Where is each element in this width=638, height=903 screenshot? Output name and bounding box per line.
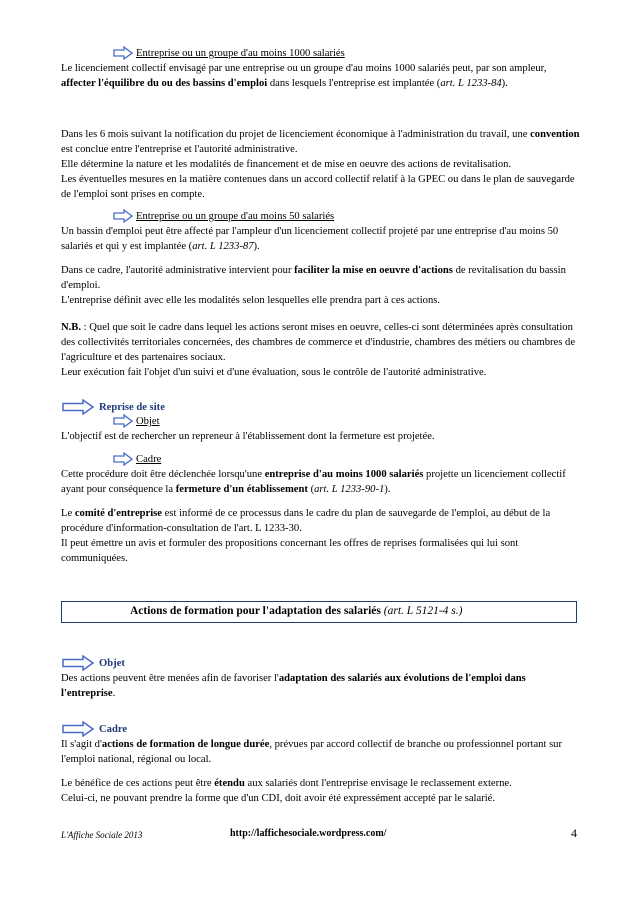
paragraph-formation-objet [61, 671, 581, 701]
paragraph-autorite [61, 263, 581, 308]
text: Elle détermine la nature et les modalités de financement et de mise en oeuvre des actions de revitalisation. [61, 159, 512, 170]
subheading-1000-salaries: Entreprise ou un groupe d'au moins 1000 salariés [136, 48, 345, 59]
heading-reprise-de-site: Reprise de site [99, 402, 165, 413]
arrow-right-icon [62, 655, 94, 671]
text: ( [307, 484, 315, 495]
legal-reference: art. L 1233-84 [440, 78, 502, 89]
paragraph-beneficiaires [61, 776, 581, 806]
text: Le bénéfice de ces actions peut être [61, 778, 215, 789]
title-text: Actions de formation pour l'adaptation des salariés [130, 605, 381, 617]
heading-objet: Objet [99, 658, 125, 669]
text: Il s'agit d' [61, 739, 102, 750]
paragraph-objectif [61, 429, 581, 444]
arrow-right-icon [113, 452, 133, 466]
text: projette un licenciement collectif ayant pour conséquence la [61, 469, 566, 495]
text: Le licenciement collectif envisagé par une entreprise ou un groupe d'au moins 1000 salariés peut, par son ampleur, [61, 63, 547, 74]
arrow-right-icon [113, 209, 133, 223]
bold-text: convention [530, 129, 580, 140]
text: aux salariés dont l'entreprise envisage le reclassement externe. [244, 778, 512, 789]
arrow-right-icon [62, 399, 94, 415]
arrow-right-icon [62, 721, 94, 737]
text: Un bassin d'emploi peut être affecté par l'ampleur d'un licenciement collectif projeté par une entreprise d'au moins 50 salariés et qui y est implantée ( [61, 226, 559, 252]
text: ). [384, 484, 391, 495]
arrow-right-icon [113, 414, 133, 428]
footer-source: L'Affiche Sociale 2013 [61, 830, 143, 840]
paragraph-convention [61, 127, 581, 202]
paragraph-formation-cadre [61, 737, 581, 767]
text: est informé de ce processus dans le cadre du plan de sauvegarde de l'emploi, au début de la procédure d'information-consultation de l'art. L 1233-30. [61, 508, 551, 534]
bold-text: actions de formation de longue durée [101, 739, 270, 750]
heading-cadre: Cadre [99, 724, 128, 735]
paragraph-nb [61, 320, 581, 380]
legal-reference: (art. L 5121-4 s.) [380, 605, 463, 617]
legal-reference: art. L 1233-90-1 [314, 484, 385, 495]
subheading-50-salaries: Entreprise ou un groupe d'au moins 50 salariés [136, 211, 335, 222]
text: L'objectif est de rechercher un repreneur à l'établissement dont la fermeture est projetée. [61, 431, 435, 442]
text: Celui-ci, ne pouvant prendre la forme que d'un CDI, doit avoir été expressément accepté par le salarié. [61, 793, 496, 804]
paragraph-comite [61, 506, 581, 566]
legal-reference: art. L 1233-87 [192, 241, 254, 252]
nb-label: N.B. [61, 322, 82, 333]
arrow-right-icon [113, 46, 133, 60]
subheading-cadre: Cadre [136, 454, 162, 465]
text: est conclue entre l'entreprise et l'autorité administrative. [61, 144, 298, 155]
footer-url[interactable]: http://laffichesociale.wordpress.com/ [230, 828, 387, 839]
text: ). [253, 241, 260, 252]
section-title [130, 605, 462, 617]
bold-text: fermeture d'un établissement [175, 484, 308, 495]
bold-text: comité d'entreprise [74, 508, 163, 519]
text: L'entreprise définit avec elle les modalités selon lesquelles elle prendra part à ces actions. [61, 295, 441, 306]
paragraph-procedure [61, 467, 581, 497]
text: Les éventuelles mesures en la matière contenues dans un accord collectif relatif à la GPEC ou dans le plan de sauvegarde de l'emploi sont prises en compte. [61, 174, 575, 200]
text: dans lesquels l'entreprise est implantée ( [267, 78, 441, 89]
text: Le [61, 508, 75, 519]
text: Leur exécution fait l'objet d'un suivi et d'une évaluation, sous le contrôle de l'autorité administrative. [61, 367, 487, 378]
bold-text: adaptation des salariés aux évolutions de l'emploi dans l'entreprise [61, 673, 526, 699]
subheading-objet: Objet [136, 416, 160, 427]
text: Cette procédure doit être déclenchée lorsqu'une [61, 469, 265, 480]
text: : Quel que soit le cadre dans lequel les actions seront mises en oeuvre, celles-ci sont déterminées après consultation des collectivités territoriales concernées, des chambres de commerce et d'industrie, chambres des métiers ou chambres de l'agriculture et des partenaires sociaux. [61, 322, 576, 363]
bold-text: étendu [214, 778, 245, 789]
text: Dans les 6 mois suivant la notification du projet de licenciement économique à l'administration du travail, une [61, 129, 531, 140]
text: ). [501, 78, 508, 89]
text: . [112, 688, 116, 699]
paragraph-1000-ampleur [61, 61, 581, 91]
text: Dans ce cadre, l'autorité administrative intervient pour [61, 265, 295, 276]
bold-text: faciliter la mise en oeuvre d'actions [294, 265, 453, 276]
text: de revitalisation du bassin d'emploi. [61, 265, 566, 291]
bold-text: affecter l'équilibre du ou des bassins d'emploi [61, 78, 268, 89]
bold-text: entreprise d'au moins 1000 salariés [264, 469, 424, 480]
paragraph-bassin-emploi [61, 224, 581, 254]
text: , prévues par accord collectif de branche ou professionnel portant sur l'emploi national, régional ou local. [61, 739, 563, 765]
text: Il peut émettre un avis et formuler des propositions concernant les offres de reprises formalisées qui lui sont communiquées. [61, 538, 519, 564]
text: Des actions peuvent être menées afin de favoriser l' [61, 673, 279, 684]
section-title-box [61, 601, 577, 623]
page-number: 4 [571, 826, 577, 840]
